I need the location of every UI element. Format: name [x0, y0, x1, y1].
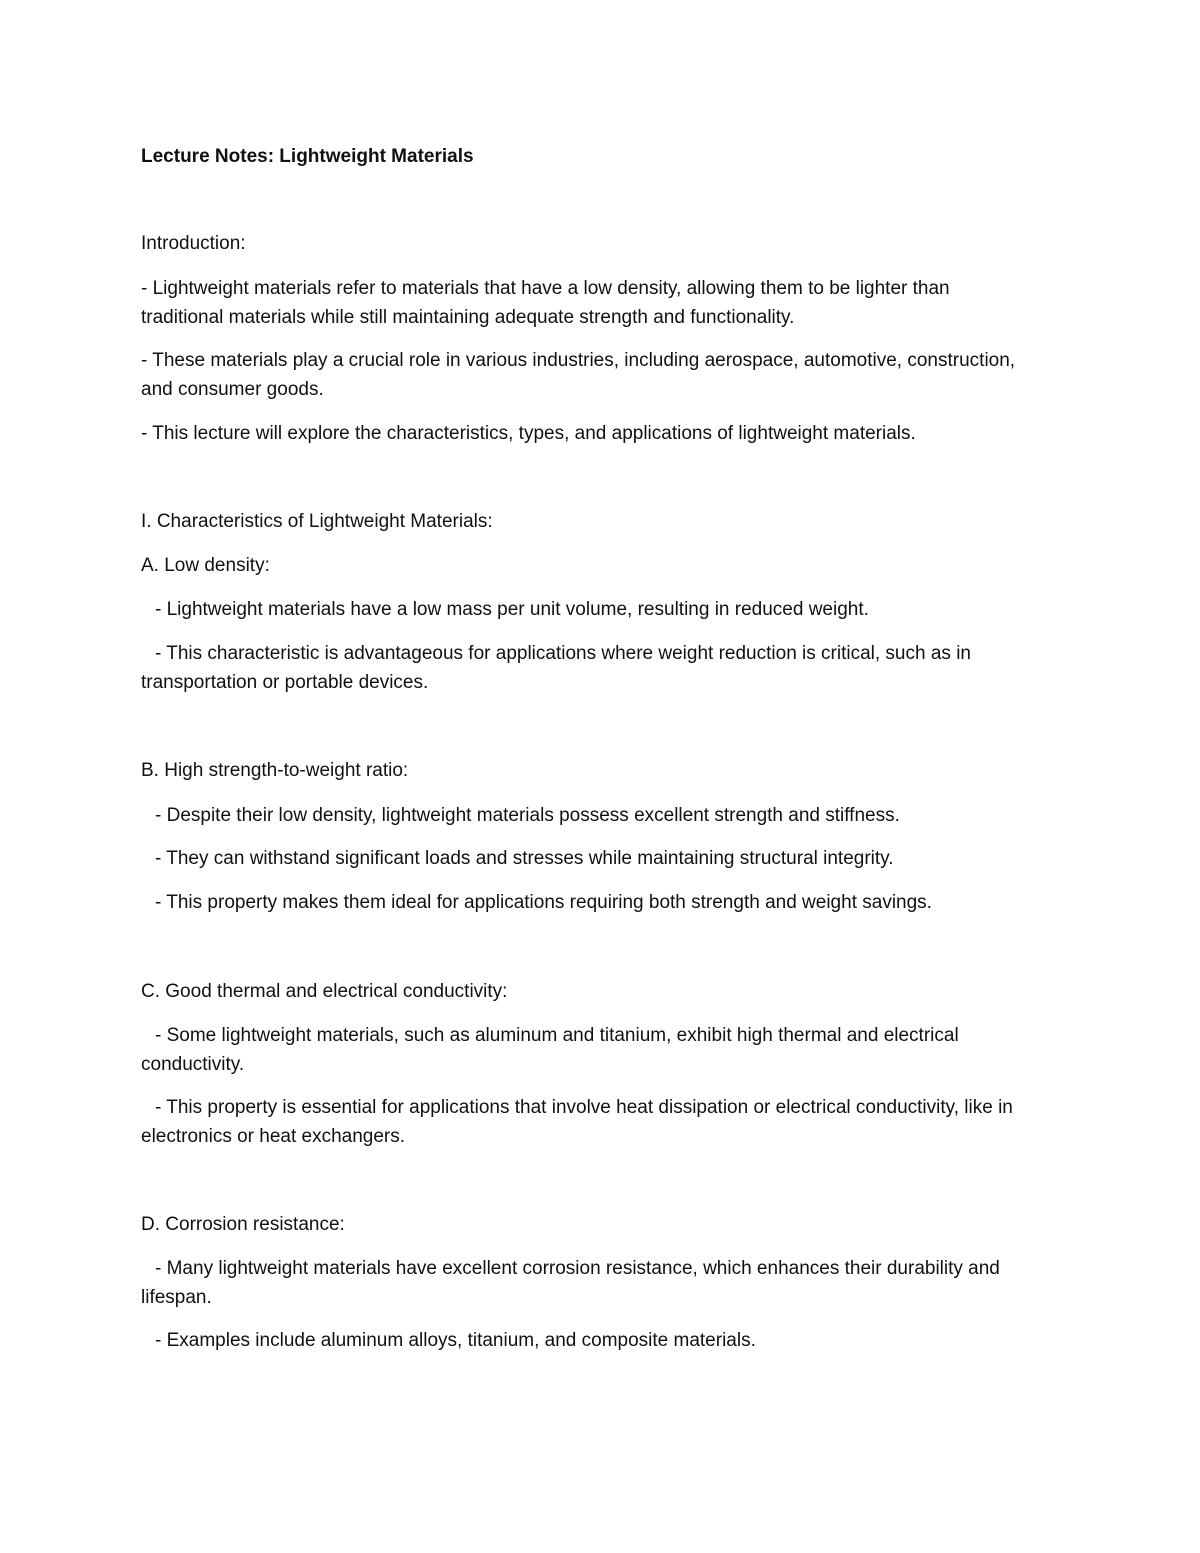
subsection-c-bullet-2-line-2: electronics or heat exchangers.: [141, 1126, 406, 1147]
document-title: Lecture Notes: Lightweight Materials: [141, 146, 474, 167]
subsection-b-bullet-1: - Despite their low density, lightweight materials possess excellent strength and stiffness.: [155, 805, 900, 826]
intro-paragraph-2-line-1: - These materials play a crucial role in various industries, including aerospace, automotive, construction,: [141, 350, 1016, 371]
subsection-b-heading: B. High strength-to-weight ratio:: [141, 760, 409, 781]
intro-paragraph-2-line-2: and consumer goods.: [141, 379, 324, 400]
intro-paragraph-1-line-2: traditional materials while still maintaining adequate strength and functionality.: [141, 307, 795, 328]
intro-paragraph-1-line-1: - Lightweight materials refer to materials that have a low density, allowing them to be lighter than: [141, 278, 950, 299]
subsection-d-bullet-2: - Examples include aluminum alloys, titanium, and composite materials.: [155, 1330, 756, 1351]
subsection-c-heading: C. Good thermal and electrical conductivity:: [141, 981, 508, 1002]
subsection-a-bullet-2-line-2: transportation or portable devices.: [141, 672, 429, 693]
section-1-heading: I. Characteristics of Lightweight Materials:: [141, 511, 493, 532]
intro-heading: Introduction:: [141, 233, 246, 254]
subsection-b-bullet-3: - This property makes them ideal for applications requiring both strength and weight savings.: [155, 892, 932, 913]
subsection-c-bullet-2-line-1: - This property is essential for applications that involve heat dissipation or electrical conductivity, like in: [155, 1097, 1013, 1118]
subsection-d-heading: D. Corrosion resistance:: [141, 1214, 345, 1235]
subsection-a-bullet-2-line-1: - This characteristic is advantageous for applications where weight reduction is critical, such as in: [155, 643, 971, 664]
subsection-c-bullet-1-line-1: - Some lightweight materials, such as aluminum and titanium, exhibit high thermal and electrical: [155, 1025, 959, 1046]
intro-paragraph-3: - This lecture will explore the characteristics, types, and applications of lightweight materials.: [141, 423, 916, 444]
subsection-d-bullet-1-line-1: - Many lightweight materials have excellent corrosion resistance, which enhances their durability and: [155, 1258, 1000, 1279]
subsection-b-bullet-2: - They can withstand significant loads and stresses while maintaining structural integrity.: [155, 848, 894, 869]
subsection-d-bullet-1-line-2: lifespan.: [141, 1287, 212, 1308]
subsection-c-bullet-1-line-2: conductivity.: [141, 1054, 245, 1075]
subsection-a-bullet-1: - Lightweight materials have a low mass per unit volume, resulting in reduced weight.: [155, 599, 869, 620]
subsection-a-heading: A. Low density:: [141, 555, 270, 576]
